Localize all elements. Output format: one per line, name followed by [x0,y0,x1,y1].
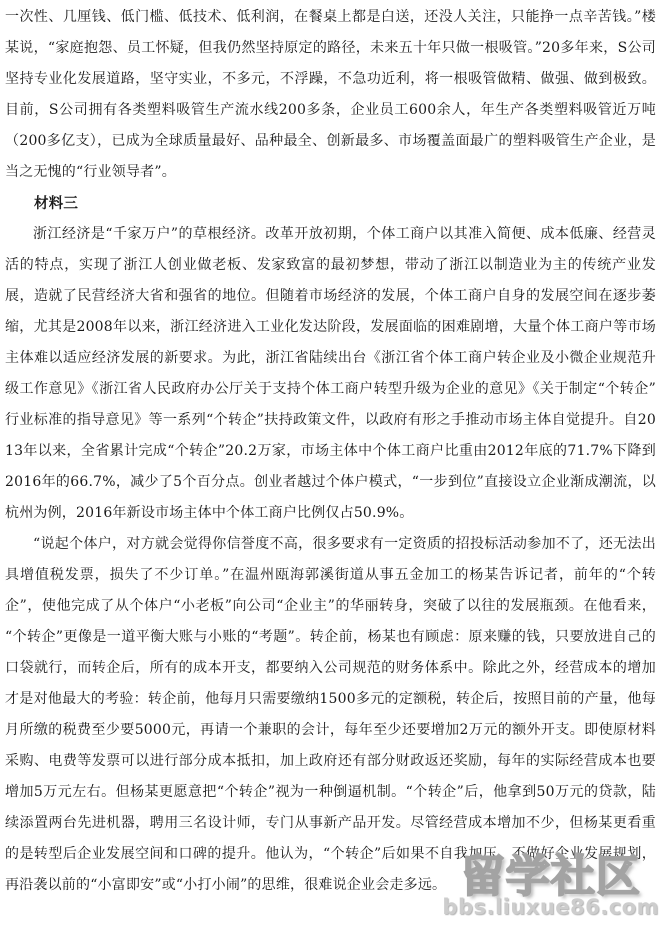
paragraph-straw-company-continued: 一次性、几厘钱、低门槛、低技术、低利润，在餐桌上都是白送，还没人关注，只能挣一点辛苦钱。”楼某说，“家庭抱怨、员工怀疑，但我仍然坚持原定的路径，未来五十年只做一根吸管。”20多年来，S公司坚持专业化发展道路，坚守实业，不多元，不浮躁，不急功近利，将一根吸管做精、做强、做到极致。目前，S公司拥有各类塑料吸管生产流水线200多条，企业员工600余人，年生产各类塑料吸管近万吨（200多亿支），已成为全球质量最好、品种最全、创新最多、市场覆盖面最广的塑料吸管生产企业，是当之无愧的“行业领导者”。 [5,9,656,180]
watermark-site-logo-text: 留学社区 [460,851,641,903]
paragraph-zhejiang-grassroots-economy: 浙江经济是“千家万户”的草根经济。改革开放初期，个体工商户以其准入简便、成本低廉、经营灵活的特点，实现了浙江人创业做老板、发家致富的最初梦想，带动了浙江以制造业为主的传统产业发展，造就了民营经济大省和强省的地位。但随着市场经济的发展，个体工商户自身的发展空间在逐步萎缩，尤其是2008年以来，浙江经济进入工业化发达阶段，发展面临的困难剧增，大量个体工商户等市场主体难以适应经济发展的新要求。为此，浙江省陆续出台《浙江省个体工商户转企业及小微企业规范升级工作意见》《浙江省人民政府办公厅关于支持个体工商户转型升级为企业的意见》《关于制定“个转企”行业标准的指导意见》等一系列“个转企”扶持政策文件，以政府有形之手推动市场主体自觉提升。自2013年以来，全省累计完成“个转企”20.2万家，市场主体中个体工商户比重由2012年底的71.7%下降到2016年的66.7%，减少了5个百分点。创业者越过个体户模式，“一步到位”直接设立企业渐成潮流，以杭州为例，2016年新设市场主体中个体工商户比例仅占50.9%。 [5,226,656,521]
paragraph-getizhuanqi-yang-case: “说起个体户，对方就会觉得你信誉度不高，很多要求有一定资质的招投标活动参加不了，还无法出具增值税发票，损失了不少订单。”在温州瓯海郭溪街道从事五金加工的杨某告诉记者，前年的“个转企”，使他完成了从个体户“小老板”向公司“企业主”的华丽转身，突破了以往的发展瓶颈。在他看来，“个转企”更像是一道平衡大账与小账的“考题”。转企前，杨某也有顾虑：原来赚的钱，只要放进自己的口袋就行，而转企后，所有的成本开支，都要纳入公司规范的财务体系中。除此之外，经营成本的增加才是对他最大的考验：转企前，他每月只需要缴纳1500多元的定额税，转企后，按照目前的产量，他每月所缴的税费至少要5000元，再请一个兼职的会计，每年至少还要增加2万元的额外开支。即使原材料采购、电费等发票可以进行部分成本抵扣，加上政府还有部分财政返还奖励，每年的实际经营成本也要增加5万元左右。但杨某更愿意把“个转企”视为一种倒逼机制。“个转企”后，他拿到50万元的贷款，陆续添置两台先进机器，聘用三名设计师，专门从事新产品开发。尽管经营成本增加不少，但杨某更看重的是转型后企业发展空间和口碑的提升。他认为，“个转企”后如果不自我加压，不做好企业发展规划，再沿袭以前的“小富即安”或“小打小闹”的思维，很难说企业会走多远。 [5,536,656,893]
heading-material-three: 材料三 [34,195,79,212]
watermark-site-url: bbs.liuxue86.com [442,895,659,919]
